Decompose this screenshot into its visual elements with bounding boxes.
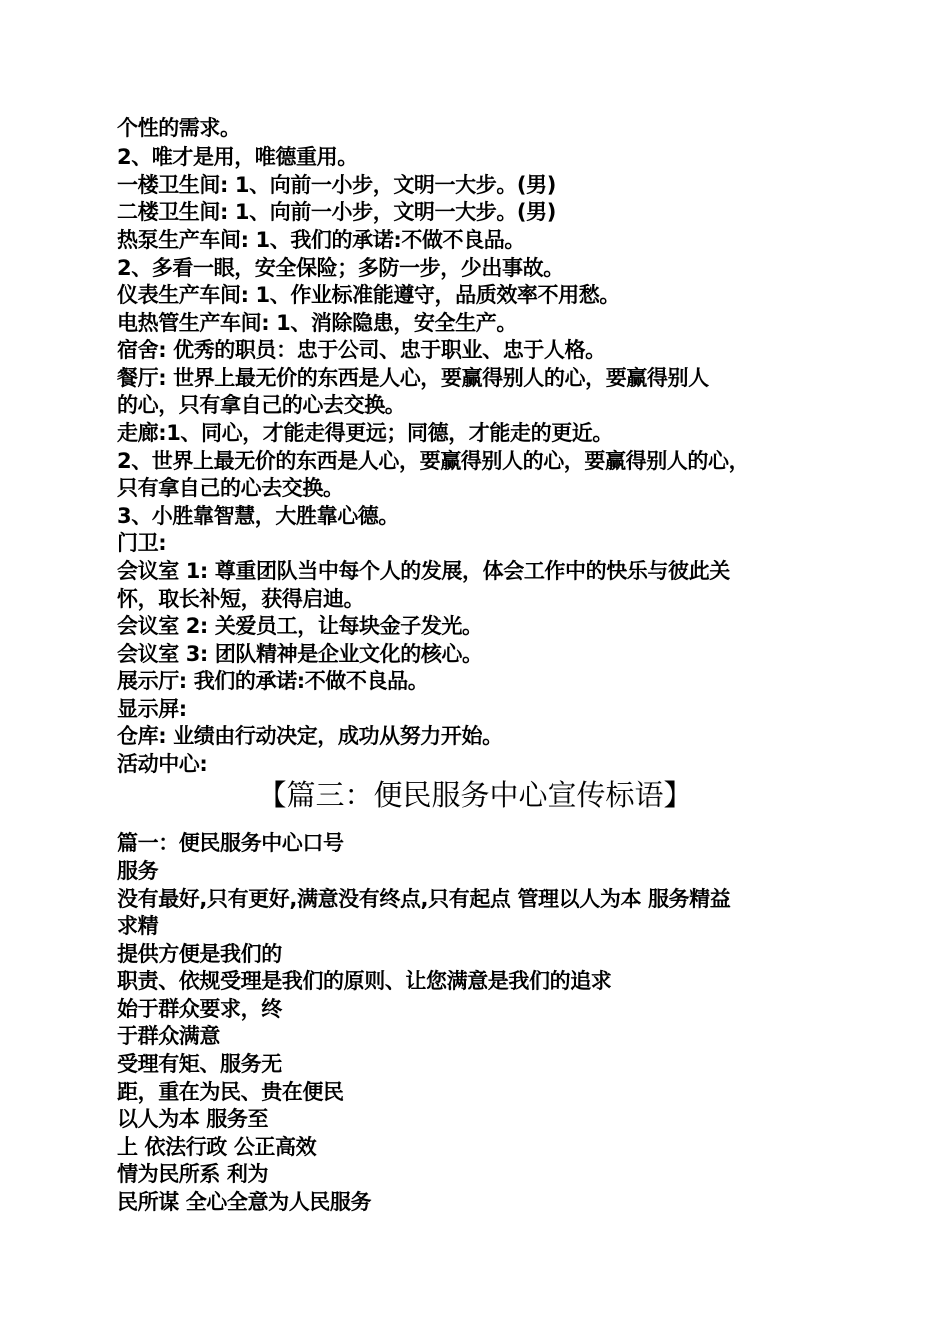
text-line: 职责、依规受理是我们的原则、让您满意是我们的追求 bbox=[117, 969, 612, 993]
text-line: 情为民所系 利为 bbox=[117, 1162, 269, 1186]
text-line: 会议室 2: 关爱员工，让每块金子发光。 bbox=[117, 614, 483, 638]
text-line: 服务 bbox=[117, 859, 159, 883]
text-line: 门卫: bbox=[117, 531, 167, 555]
text-line: 餐厅: 世界上最无价的东西是人心，要赢得别人的心，要赢得别人 bbox=[117, 366, 709, 390]
text-line: 走廊:1、同心，才能走得更远；同德，才能走的更近。 bbox=[117, 421, 614, 445]
text-line: 会议室 1: 尊重团队当中每个人的发展，体会工作中的快乐与彼此关 bbox=[117, 559, 730, 583]
text-line: 上 依法行政 公正高效 bbox=[117, 1135, 317, 1159]
text-line: 于群众满意 bbox=[117, 1024, 220, 1048]
text-line: 一楼卫生间: 1、向前一小步，文明一大步。(男) bbox=[117, 173, 556, 197]
text-line: 只有拿自己的心去交换。 bbox=[117, 476, 344, 500]
text-line: 求精 bbox=[117, 914, 159, 938]
text-line: 距，重在为民、贵在便民 bbox=[117, 1080, 344, 1104]
text-line: 的心，只有拿自己的心去交换。 bbox=[117, 393, 406, 417]
section-heading: 【篇三：便民服务中心宣传标语】 bbox=[257, 778, 693, 812]
text-line: 展示厅: 我们的承诺:不做不良品。 bbox=[117, 669, 429, 693]
text-line: 2、唯才是用，唯德重用。 bbox=[117, 145, 358, 169]
text-line: 始于群众要求，终 bbox=[117, 997, 282, 1021]
text-line: 仪表生产车间: 1、作业标准能遵守，品质效率不用愁。 bbox=[117, 283, 620, 307]
text-line: 没有最好,只有更好,满意没有终点,只有起点 管理以人为本 服务精益 bbox=[117, 887, 731, 911]
text-line: 3、小胜靠智慧，大胜靠心德。 bbox=[117, 504, 400, 528]
text-line: 提供方便是我们的 bbox=[117, 942, 282, 966]
text-line: 2、世界上最无价的东西是人心，要赢得别人的心，要赢得别人的心， bbox=[117, 449, 750, 473]
text-line: 怀，取长补短，获得启迪。 bbox=[117, 587, 365, 611]
text-line: 显示屏: bbox=[117, 697, 187, 721]
text-line: 受理有矩、服务无 bbox=[117, 1052, 282, 1076]
text-line: 二楼卫生间: 1、向前一小步，文明一大步。(男) bbox=[117, 200, 556, 224]
text-line: 仓库: 业绩由行动决定，成功从努力开始。 bbox=[117, 724, 503, 748]
text-line: 宿舍: 优秀的职员：忠于公司、忠于职业、忠于人格。 bbox=[117, 338, 606, 362]
text-line: 2、多看一眼，安全保险；多防一步，少出事故。 bbox=[117, 256, 564, 280]
text-line: 篇一：便民服务中心口号 bbox=[117, 831, 344, 855]
text-line: 热泵生产车间: 1、我们的承诺:不做不良品。 bbox=[117, 228, 525, 252]
text-line: 电热管生产车间: 1、消除隐患，安全生产。 bbox=[117, 311, 517, 335]
text-line: 以人为本 服务至 bbox=[117, 1107, 269, 1131]
text-line: 会议室 3: 团队精神是企业文化的核心。 bbox=[117, 642, 483, 666]
text-line: 民所谋 全心全意为人民服务 bbox=[117, 1190, 372, 1214]
text-line: 活动中心: bbox=[117, 752, 208, 776]
text-line: 个性的需求。 bbox=[117, 116, 241, 140]
